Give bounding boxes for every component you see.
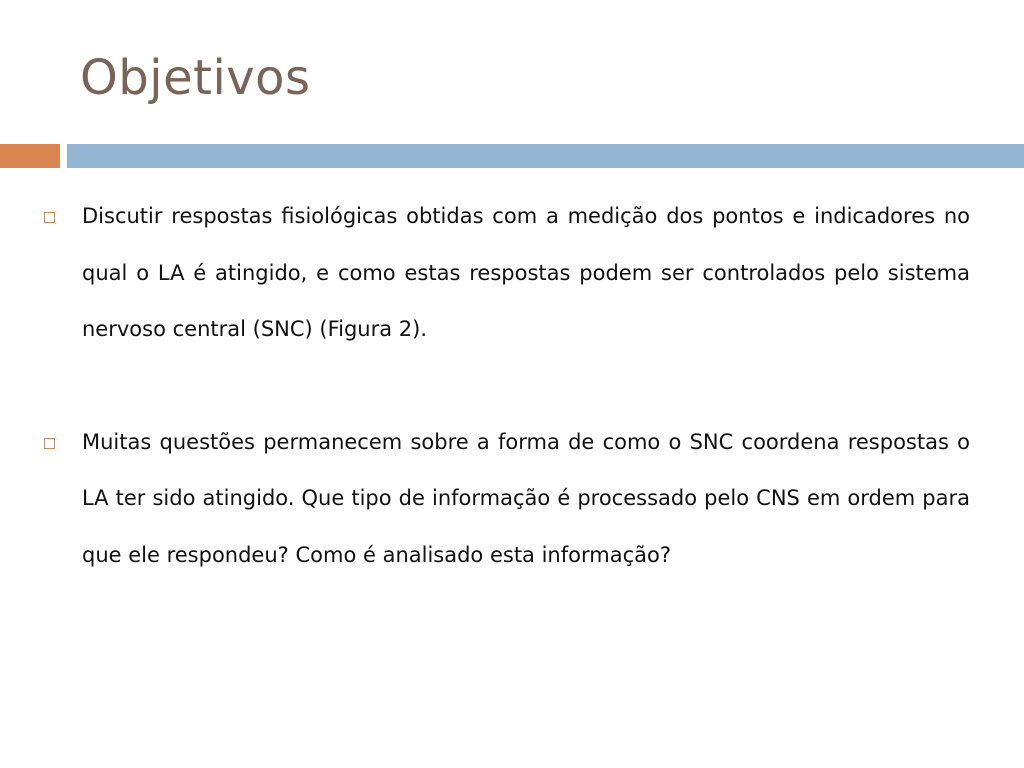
accent-bar-blue bbox=[67, 144, 1024, 168]
bullet-text: Discutir respostas fisiológicas obtidas com a medição dos pontos e indicadores no qual o LA é atingido, e como estas respostas podem ser controlados pelo sistema nervoso central (SNC) (Figura 2). bbox=[82, 204, 970, 341]
bullet-item bbox=[44, 414, 970, 584]
bullet-text: Muitas questões permanecem sobre a forma de como o SNC coordena respostas o LA ter sido atingido. Que tipo de informação é processado pelo CNS em ordem para que ele respondeu? Como é analisado esta informação? bbox=[82, 429, 970, 567]
bullet-list bbox=[44, 188, 970, 583]
hollow-square-icon bbox=[44, 438, 55, 449]
slide-title: Objetivos bbox=[80, 50, 311, 106]
accent-bar-orange bbox=[0, 144, 60, 168]
hollow-square-icon bbox=[44, 212, 55, 223]
bullet-item bbox=[44, 188, 970, 358]
